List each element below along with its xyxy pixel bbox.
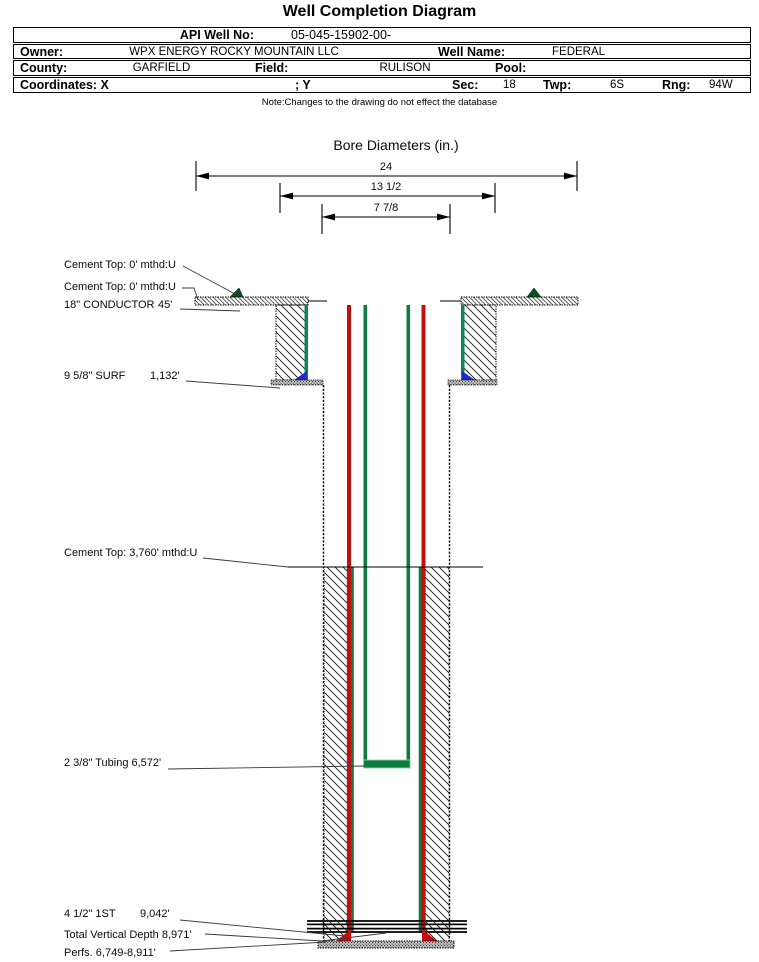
- county-value: GARFIELD: [132, 62, 191, 74]
- production-casing-left: [347, 305, 351, 933]
- twp-value: 6S: [610, 79, 625, 91]
- sec-label: Sec:: [452, 78, 479, 92]
- bore-diameter-7-78-label: 7 7/8: [373, 202, 399, 214]
- arrowhead-right-icon: [482, 193, 495, 200]
- annotation-tubing: 2 3/8" Tubing 6,572': [64, 757, 162, 769]
- rng-label: Rng:: [662, 78, 691, 92]
- leader-tvd: [205, 933, 386, 941]
- cement-column-lower-right: [426, 567, 450, 941]
- bore-diameter-24-label: 24: [379, 161, 393, 173]
- surface-section: [195, 288, 578, 305]
- annotation-casing1-depth: 9,042': [140, 908, 170, 920]
- conductor-bar-left: [195, 297, 308, 305]
- twp-label: Twp:: [543, 78, 572, 92]
- bore-diameters-title: Bore Diameters (in.): [333, 137, 459, 153]
- leader-cement-top-c: [203, 558, 288, 567]
- leader-cement-top-a: [183, 266, 237, 295]
- rng-value: 94W: [709, 79, 733, 91]
- well-name-value: FEDERAL: [552, 45, 606, 58]
- annotation-perfs: Perfs. 6,749-8,911': [64, 947, 156, 959]
- coordinates-label: Coordinates: X: [20, 78, 109, 92]
- annotation-surface-casing: 9 5/8" SURF: [64, 370, 126, 382]
- annotation-labels: [64, 259, 197, 959]
- annotation-surface-casing-depth: 1,132': [150, 370, 180, 382]
- api-value: 05-045-15902-00-: [291, 28, 392, 42]
- cement-column-upper-right: [462, 305, 496, 380]
- surface-casing-left: [305, 305, 309, 380]
- well-name-label: Well Name:: [438, 44, 506, 59]
- annotation-cement-top-3760: Cement Top: 3,760' mthd:U: [64, 547, 198, 559]
- ledge-right: [448, 380, 497, 385]
- bottom-plug: [318, 941, 454, 948]
- county-label: County:: [20, 61, 68, 75]
- tubing-left: [364, 305, 368, 765]
- field-label: Field:: [255, 61, 289, 75]
- conductor-bar-right: [461, 297, 578, 305]
- bore-diameter-13half-label: 13 1/2: [370, 181, 402, 193]
- leader-surface: [186, 381, 280, 388]
- annotation-cement-top-0-a: Cement Top: 0' mthd:U: [64, 259, 176, 271]
- tubing-right: [407, 305, 411, 765]
- coordinates-y-label: ; Y: [295, 78, 311, 92]
- tubing-bottom: [364, 760, 411, 768]
- casing-liner-line-left: [351, 567, 354, 933]
- production-casing-right: [422, 305, 426, 933]
- pool-label: Pool:: [495, 61, 527, 75]
- arrowhead-right-icon: [437, 214, 450, 221]
- arrowhead-left-icon: [280, 193, 293, 200]
- arrowhead-right-icon: [564, 173, 577, 180]
- annotation-tvd: Total Vertical Depth 8,971': [64, 929, 192, 941]
- surface-casing-right: [461, 305, 465, 380]
- leader-perfs: [170, 942, 326, 951]
- cement-column-lower-left: [325, 567, 348, 941]
- annotation-casing1: 4 1/2" 1ST: [64, 908, 116, 920]
- ledge-left: [271, 380, 323, 385]
- api-label: API Well No:: [179, 28, 254, 42]
- annotation-conductor-depth: 45': [158, 299, 173, 311]
- bore-diameters-block: [196, 137, 577, 234]
- sec-value: 18: [503, 79, 516, 91]
- surface-casing-section: [271, 305, 497, 385]
- annotation-conductor: 18" CONDUCTOR: [64, 299, 155, 311]
- field-value: RULISON: [379, 62, 431, 74]
- annotation-cement-top-0-b: Cement Top: 0' mthd:U: [64, 281, 176, 293]
- page-title: Well Completion Diagram: [282, 3, 477, 20]
- arrowhead-left-icon: [196, 173, 209, 180]
- arrowhead-left-icon: [322, 214, 335, 221]
- leader-conductor: [180, 309, 240, 311]
- cement-column-upper-left: [276, 305, 307, 380]
- casing-liner-line-right: [419, 567, 422, 933]
- cement-top-marker-right-icon: [527, 288, 541, 297]
- owner-label: Owner:: [20, 44, 64, 59]
- database-note: Note:Changes to the drawing do not effect the database: [261, 97, 498, 108]
- owner-value: WPX ENERGY ROCKY MOUNTAIN LLC: [129, 45, 339, 58]
